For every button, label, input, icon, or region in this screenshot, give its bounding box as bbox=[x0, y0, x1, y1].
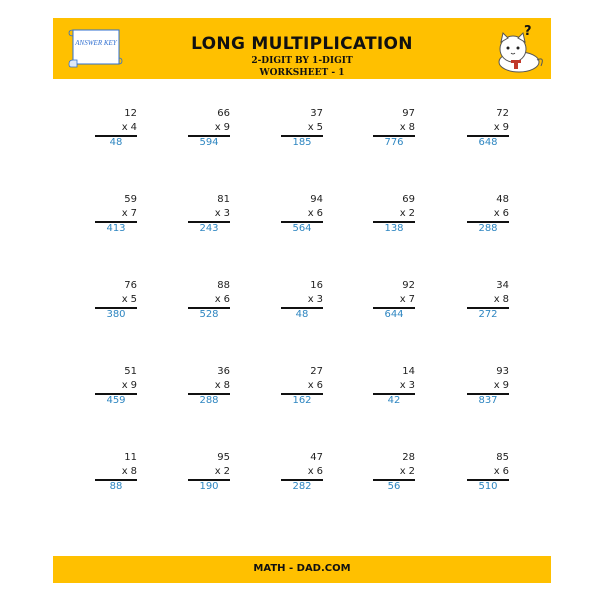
page-subtitle: 2-DIGIT BY 1-DIGIT bbox=[251, 56, 353, 66]
header-banner bbox=[53, 18, 551, 79]
multiplicand: 92 bbox=[402, 280, 415, 291]
multiplier-row bbox=[170, 294, 230, 305]
multiplicand: 95 bbox=[217, 452, 230, 463]
multiplicand: 36 bbox=[217, 366, 230, 377]
multiplier-row bbox=[355, 380, 415, 391]
multiplier: 2 bbox=[408, 466, 415, 477]
multiplier: 6 bbox=[316, 380, 323, 391]
multiplier-row bbox=[77, 466, 137, 477]
multiplicand: 47 bbox=[310, 452, 323, 463]
problem-1-3 bbox=[263, 108, 323, 158]
multiplier-row bbox=[77, 380, 137, 391]
problem-4-1 bbox=[77, 366, 137, 416]
problem-3-3 bbox=[263, 280, 323, 330]
multiplier-row bbox=[263, 466, 323, 477]
multiply-operator: x bbox=[399, 122, 406, 133]
multiplier-row bbox=[263, 380, 323, 391]
multiply-operator: x bbox=[493, 294, 500, 305]
problem-2-5 bbox=[449, 194, 509, 244]
answer: 648 bbox=[478, 137, 498, 148]
answer: 413 bbox=[106, 223, 126, 234]
multiply-operator: x bbox=[214, 380, 221, 391]
multiply-operator: x bbox=[399, 380, 406, 391]
multiplicand: 34 bbox=[496, 280, 509, 291]
problem-1-5 bbox=[449, 108, 509, 158]
multiply-operator: x bbox=[307, 380, 314, 391]
answer: 185 bbox=[292, 137, 312, 148]
multiplicand: 66 bbox=[217, 108, 230, 119]
problem-2-3 bbox=[263, 194, 323, 244]
multiplicand: 11 bbox=[124, 452, 137, 463]
problem-3-1 bbox=[77, 280, 137, 330]
multiplier-row bbox=[77, 208, 137, 219]
multiplier: 3 bbox=[223, 208, 230, 219]
answer-key-label: ANSWER KEY bbox=[75, 39, 117, 47]
problem-5-3 bbox=[263, 452, 323, 502]
svg-text:?: ? bbox=[524, 24, 532, 39]
multiplier: 2 bbox=[408, 208, 415, 219]
answer: 776 bbox=[384, 137, 404, 148]
answer: 48 bbox=[295, 309, 309, 320]
multiply-operator: x bbox=[493, 122, 500, 133]
multiplier-row bbox=[355, 294, 415, 305]
multiplier: 6 bbox=[502, 208, 509, 219]
multiplicand: 48 bbox=[496, 194, 509, 205]
page-title: LONG MULTIPLICATION bbox=[191, 34, 413, 54]
thinking-cat-icon bbox=[489, 22, 547, 76]
multiplier: 6 bbox=[316, 466, 323, 477]
multiply-operator: x bbox=[214, 294, 221, 305]
multiply-operator: x bbox=[307, 294, 314, 305]
problem-5-5 bbox=[449, 452, 509, 502]
multiply-operator: x bbox=[399, 208, 406, 219]
problem-3-5 bbox=[449, 280, 509, 330]
multiplier: 3 bbox=[408, 380, 415, 391]
answer: 837 bbox=[478, 395, 498, 406]
multiplier: 9 bbox=[223, 122, 230, 133]
problem-5-4 bbox=[355, 452, 415, 502]
multiply-operator: x bbox=[493, 466, 500, 477]
problem-1-4 bbox=[355, 108, 415, 158]
multiplier-row bbox=[263, 208, 323, 219]
problem-5-1 bbox=[77, 452, 137, 502]
multiplier-row bbox=[449, 466, 509, 477]
multiplicand: 88 bbox=[217, 280, 230, 291]
multiplier-row bbox=[263, 122, 323, 133]
answer: 380 bbox=[106, 309, 126, 320]
multiplicand: 85 bbox=[496, 452, 509, 463]
multiply-operator: x bbox=[121, 380, 128, 391]
answer: 288 bbox=[199, 395, 219, 406]
multiplier: 9 bbox=[502, 122, 509, 133]
answer: 644 bbox=[384, 309, 404, 320]
multiplier: 7 bbox=[130, 208, 137, 219]
multiplier: 8 bbox=[130, 466, 137, 477]
multiplier-row bbox=[355, 122, 415, 133]
multiplicand: 72 bbox=[496, 108, 509, 119]
multiplicand: 94 bbox=[310, 194, 323, 205]
multiply-operator: x bbox=[121, 294, 128, 305]
multiplier-row bbox=[449, 122, 509, 133]
problem-3-4 bbox=[355, 280, 415, 330]
multiplicand: 27 bbox=[310, 366, 323, 377]
multiplicand: 12 bbox=[124, 108, 137, 119]
multiplicand: 76 bbox=[124, 280, 137, 291]
multiplicand: 97 bbox=[402, 108, 415, 119]
problem-1-2 bbox=[170, 108, 230, 158]
multiply-operator: x bbox=[214, 208, 221, 219]
answer: 88 bbox=[109, 481, 123, 492]
multiplicand: 37 bbox=[310, 108, 323, 119]
multiply-operator: x bbox=[121, 122, 128, 133]
problem-2-2 bbox=[170, 194, 230, 244]
problem-2-4 bbox=[355, 194, 415, 244]
multiply-operator: x bbox=[493, 380, 500, 391]
multiplier: 6 bbox=[502, 466, 509, 477]
problem-4-5 bbox=[449, 366, 509, 416]
answer: 459 bbox=[106, 395, 126, 406]
multiplier-row bbox=[263, 294, 323, 305]
answer: 282 bbox=[292, 481, 312, 492]
multiplier: 8 bbox=[502, 294, 509, 305]
answer: 594 bbox=[199, 137, 219, 148]
multiply-operator: x bbox=[399, 466, 406, 477]
multiply-operator: x bbox=[307, 466, 314, 477]
multiplicand: 69 bbox=[402, 194, 415, 205]
answer: 42 bbox=[387, 395, 401, 406]
multiplicand: 93 bbox=[496, 366, 509, 377]
multiplier-row bbox=[355, 208, 415, 219]
multiply-operator: x bbox=[214, 466, 221, 477]
multiplier-row bbox=[449, 380, 509, 391]
problem-4-4 bbox=[355, 366, 415, 416]
multiply-operator: x bbox=[307, 122, 314, 133]
multiply-operator: x bbox=[214, 122, 221, 133]
multiply-operator: x bbox=[493, 208, 500, 219]
multiplier: 2 bbox=[223, 466, 230, 477]
multiplier-row bbox=[77, 122, 137, 133]
multiplier-row bbox=[170, 208, 230, 219]
footer-banner bbox=[53, 556, 551, 583]
answer: 564 bbox=[292, 223, 312, 234]
multiply-operator: x bbox=[307, 208, 314, 219]
multiplicand: 28 bbox=[402, 452, 415, 463]
answer: 162 bbox=[292, 395, 312, 406]
multiply-operator: x bbox=[121, 466, 128, 477]
footer-website: MATH - DAD.COM bbox=[253, 563, 351, 574]
multiplier-row bbox=[170, 122, 230, 133]
multiplier: 9 bbox=[502, 380, 509, 391]
answer: 288 bbox=[478, 223, 498, 234]
multiplier-row bbox=[449, 294, 509, 305]
answer: 272 bbox=[478, 309, 498, 320]
multiplier-row bbox=[170, 380, 230, 391]
multiplicand: 59 bbox=[124, 194, 137, 205]
multiplicand: 81 bbox=[217, 194, 230, 205]
multiplier: 5 bbox=[316, 122, 323, 133]
answer: 243 bbox=[199, 223, 219, 234]
multiply-operator: x bbox=[399, 294, 406, 305]
multiplicand: 16 bbox=[310, 280, 323, 291]
multiplier-row bbox=[170, 466, 230, 477]
problem-4-2 bbox=[170, 366, 230, 416]
answer: 528 bbox=[199, 309, 219, 320]
worksheet-number: WORKSHEET - 1 bbox=[259, 68, 345, 78]
multiplier: 4 bbox=[130, 122, 137, 133]
multiplier: 9 bbox=[130, 380, 137, 391]
multiply-operator: x bbox=[121, 208, 128, 219]
answer: 510 bbox=[478, 481, 498, 492]
multiplier-row bbox=[77, 294, 137, 305]
multiplier: 8 bbox=[408, 122, 415, 133]
problem-5-2 bbox=[170, 452, 230, 502]
multiplier-row bbox=[355, 466, 415, 477]
answer: 56 bbox=[387, 481, 401, 492]
problem-2-1 bbox=[77, 194, 137, 244]
multiplier: 5 bbox=[130, 294, 137, 305]
multiplicand: 14 bbox=[402, 366, 415, 377]
multiplier: 6 bbox=[316, 208, 323, 219]
multiplier-row bbox=[449, 208, 509, 219]
answer: 138 bbox=[384, 223, 404, 234]
multiplicand: 51 bbox=[124, 366, 137, 377]
multiplier: 8 bbox=[223, 380, 230, 391]
problem-4-3 bbox=[263, 366, 323, 416]
answer: 190 bbox=[199, 481, 219, 492]
multiplier: 3 bbox=[316, 294, 323, 305]
multiplier: 7 bbox=[408, 294, 415, 305]
multiplier: 6 bbox=[223, 294, 230, 305]
problem-3-2 bbox=[170, 280, 230, 330]
answer: 48 bbox=[109, 137, 123, 148]
problem-1-1 bbox=[77, 108, 137, 158]
